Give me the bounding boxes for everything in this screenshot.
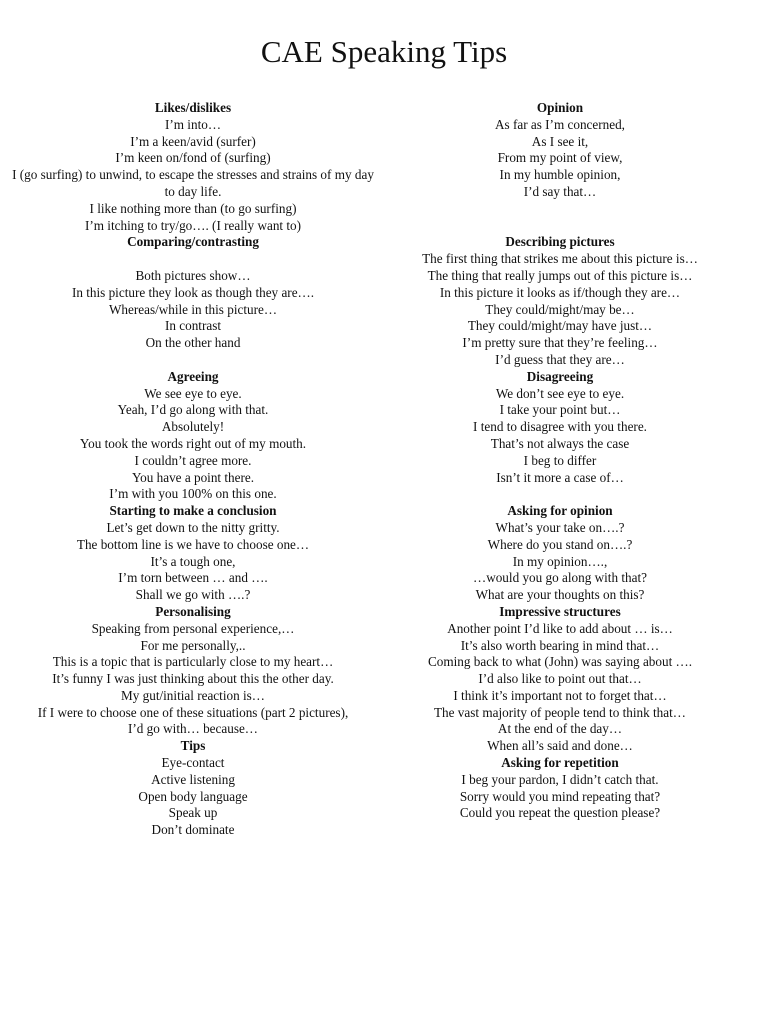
phrase-line: Coming back to what (John) was saying about …. <box>427 654 693 670</box>
phrase-line: Where do you stand on….? <box>487 536 633 552</box>
phrase-line: Eye-contact <box>161 755 225 771</box>
phrase-line: I’m with you 100% on this one. <box>109 486 277 502</box>
phrase-line: Shall we go with ….? <box>135 587 251 603</box>
section-comparing-contrasting <box>8 234 378 368</box>
phrase-line: They could/might/may have just… <box>467 318 653 334</box>
section-agreeing <box>8 369 378 503</box>
phrase-line: In contrast <box>164 318 222 334</box>
phrase-line: What are your thoughts on this? <box>475 587 645 603</box>
phrase-line: Don’t dominate <box>151 822 235 838</box>
phrase-line: I tend to disagree with you there. <box>473 419 647 435</box>
phrase-line: The first thing that strikes me about this picture is… <box>422 251 698 267</box>
phrase-line: I couldn’t agree more. <box>134 452 252 468</box>
phrase-line: I (go surfing) to unwind, to escape the stresses and strains of my day to day life. <box>12 167 374 199</box>
phrase-line: Isn’t it more a case of… <box>496 469 624 485</box>
phrase-line: When all’s said and done… <box>487 738 633 754</box>
section-heading: Disagreeing <box>526 368 594 384</box>
phrase-line: For me personally,.. <box>140 637 246 653</box>
phrase-line: In my humble opinion, <box>499 167 621 183</box>
section-heading: Asking for opinion <box>507 503 613 519</box>
section-impressive-structures <box>375 604 745 755</box>
section-heading: Likes/dislikes <box>154 100 232 115</box>
blank-line <box>375 486 745 503</box>
section-heading: Opinion <box>536 100 584 115</box>
section-heading: Tips <box>180 738 206 754</box>
blank-line <box>8 352 378 369</box>
phrase-line: I’d go with… because… <box>127 721 258 737</box>
phrase-line: …would you go along with that? <box>473 570 647 586</box>
phrase-line: I’d guess that they are… <box>495 351 625 367</box>
phrase-line: The thing that really jumps out of this picture is… <box>427 267 693 283</box>
phrase-line: I’d also like to point out that… <box>478 671 642 687</box>
blank-line <box>8 251 378 268</box>
section-heading: Describing pictures <box>505 234 615 250</box>
phrase-line: You have a point there. <box>131 469 255 485</box>
phrase-line: Sorry would you mind repeating that? <box>459 788 661 804</box>
phrase-line: In my opinion…., <box>512 553 608 569</box>
phrase-line: It’s funny I was just thinking about this the other day. <box>52 671 334 687</box>
phrase-line: From my point of view, <box>497 150 623 166</box>
phrase-line: I think it’s important not to forget that… <box>453 687 667 703</box>
phrase-line: I’m pretty sure that they’re feeling… <box>462 335 658 351</box>
phrase-line: That’s not always the case <box>490 435 630 451</box>
phrase-line: I take your point but… <box>499 402 621 418</box>
phrase-line: We don’t see eye to eye. <box>495 385 625 401</box>
phrase-line: Could you repeat the question please? <box>459 805 661 821</box>
right-column <box>375 100 745 822</box>
phrase-line: I beg your pardon, I didn’t catch that. <box>461 771 659 787</box>
phrase-line: In this picture they look as though they are…. <box>71 284 315 300</box>
section-heading: Impressive structures <box>499 603 621 619</box>
section-heading: Asking for repetition <box>501 755 619 771</box>
phrase-line: Whereas/while in this picture… <box>108 301 278 317</box>
section-opinion <box>375 100 745 234</box>
section-heading: Personalising <box>155 603 231 619</box>
section-heading: Agreeing <box>167 368 219 384</box>
section-asking-for-opinion <box>375 503 745 604</box>
phrase-line: In this picture it looks as if/though they are… <box>439 284 681 300</box>
phrase-line: You took the words right out of my mouth. <box>79 435 307 451</box>
phrase-line: Speaking from personal experience,… <box>91 620 295 636</box>
phrase-line: It’s a tough one, <box>150 553 236 569</box>
phrase-line: The vast majority of people tend to think that… <box>434 704 686 720</box>
phrase-line: As I see it, <box>531 133 589 149</box>
phrase-line: We see eye to eye. <box>144 385 242 401</box>
phrase-line: I’m into… <box>164 116 222 132</box>
phrase-line: Another point I’d like to add about … is… <box>447 620 673 636</box>
phrase-line: They could/might/may be… <box>485 301 635 317</box>
phrase-line: At the end of the day… <box>497 721 623 737</box>
blank-line <box>375 218 745 235</box>
phrase-line: If I were to choose one of these situations (part 2 pictures), <box>37 704 349 720</box>
section-disagreeing <box>375 369 745 503</box>
phrase-line: I’m a keen/avid (surfer) <box>130 133 256 149</box>
section-describing-pictures <box>375 234 745 368</box>
phrase-line: This is a topic that is particularly close to my heart… <box>52 654 334 670</box>
phrase-line: Open body language <box>138 788 248 804</box>
phrase-line: I’m keen on/fond of (surfing) <box>115 150 271 166</box>
phrase-line: Active listening <box>151 771 235 787</box>
section-heading: Comparing/contrasting <box>127 234 259 250</box>
phrase-line: The bottom line is we have to choose one… <box>76 536 310 552</box>
phrase-line: I like nothing more than (to go surfing) <box>89 200 297 216</box>
section-likes-dislikes <box>8 100 378 234</box>
section-starting-to-make-a-conclusion <box>8 503 378 604</box>
phrase-line: Let’s get down to the nitty gritty. <box>106 519 280 535</box>
phrase-line: Yeah, I’d go along with that. <box>117 402 269 418</box>
phrase-line: I beg to differ <box>523 452 597 468</box>
left-column <box>8 100 378 839</box>
section-tips <box>8 738 378 839</box>
page-title: CAE Speaking Tips <box>260 34 508 69</box>
blank-line <box>375 201 745 218</box>
section-asking-for-repetition <box>375 755 745 822</box>
phrase-line: I’m itching to try/go…. (I really want to) <box>84 217 302 233</box>
section-heading: Starting to make a conclusion <box>109 503 277 519</box>
phrase-line: I’d say that… <box>523 183 597 199</box>
phrase-line: What’s your take on….? <box>495 519 625 535</box>
phrase-line: As far as I’m concerned, <box>495 116 625 132</box>
phrase-line: It’s also worth bearing in mind that… <box>460 637 660 653</box>
phrase-line: Absolutely! <box>161 419 225 435</box>
section-personalising <box>8 604 378 738</box>
phrase-line: On the other hand <box>145 335 241 351</box>
phrase-line: Speak up <box>168 805 218 821</box>
phrase-line: Both pictures show… <box>135 267 251 283</box>
phrase-line: My gut/initial reaction is… <box>121 687 265 703</box>
phrase-line: I’m torn between … and …. <box>118 570 268 586</box>
